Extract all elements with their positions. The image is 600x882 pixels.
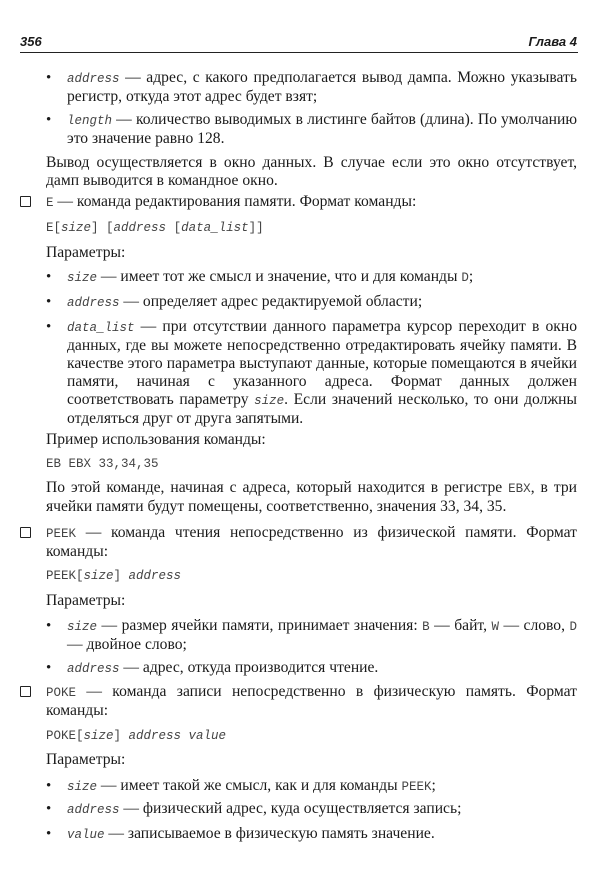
term: address bbox=[67, 72, 120, 86]
desc: — команда редактирования памяти. Формат команды: bbox=[53, 193, 417, 210]
code: B bbox=[422, 620, 430, 634]
checkbox-bullet-icon bbox=[20, 686, 31, 697]
a: address value bbox=[128, 729, 227, 743]
params-heading: Параметры: bbox=[46, 244, 126, 261]
param-value bbox=[67, 825, 577, 844]
desc: — имеет тот же смысл и значение, что и для команды bbox=[97, 268, 462, 285]
desc: — определяет адрес редактируемой области; bbox=[119, 293, 423, 310]
a: address bbox=[113, 221, 167, 235]
code-poke-format bbox=[46, 726, 577, 745]
param-address bbox=[67, 800, 577, 819]
desc: — количество выводимых в листинге байтов (длина). По умолчанию это значение равно 128. bbox=[67, 111, 577, 147]
header-rule bbox=[20, 52, 578, 53]
bullet-icon: • bbox=[46, 112, 52, 128]
a: size bbox=[83, 729, 114, 743]
term: address bbox=[67, 803, 120, 817]
command-peek bbox=[46, 524, 577, 561]
c: E[ bbox=[46, 221, 62, 235]
c: [ bbox=[166, 221, 182, 235]
paragraph-output: Вывод осуществляется в окно данных. В случае если это окно отсутствует, дамп выводится в командное окно. bbox=[46, 154, 577, 189]
code: PEEK bbox=[401, 780, 432, 794]
text: , в три ячейки памяти будут помещены, соответственно, значения 33, 34, 35. bbox=[46, 479, 577, 515]
term: size bbox=[67, 271, 98, 285]
code-example: EB EBX 33,34,35 bbox=[46, 457, 159, 471]
code-peek-format bbox=[46, 566, 577, 585]
param-size bbox=[67, 777, 577, 796]
term: data_list bbox=[67, 321, 135, 335]
param-address bbox=[67, 293, 577, 312]
desc: — имеет такой же смысл, как и для команды bbox=[97, 777, 402, 794]
term: size bbox=[67, 780, 98, 794]
bullet-icon: • bbox=[46, 618, 52, 634]
a: address bbox=[128, 569, 182, 583]
desc: — команда чтения непосредственно из физической памяти. Формат команды: bbox=[46, 524, 577, 560]
command-e bbox=[46, 193, 577, 212]
bullet-icon: • bbox=[46, 294, 52, 310]
bullet-icon: • bbox=[46, 826, 52, 842]
term: length bbox=[67, 114, 113, 128]
example-label: Пример использования команды: bbox=[46, 431, 266, 448]
desc: — байт, bbox=[429, 617, 492, 634]
a: data_list bbox=[181, 221, 249, 235]
text: По этой команде, начиная с адреса, который находится в регистре bbox=[46, 479, 509, 496]
bullet-icon: • bbox=[46, 70, 52, 86]
term: size bbox=[254, 394, 285, 408]
code: W bbox=[491, 620, 499, 634]
page-number: 356 bbox=[20, 34, 42, 49]
desc: — команда записи непосредственно в физическую память. Формат команды: bbox=[46, 683, 577, 719]
bullet-icon: • bbox=[46, 269, 52, 285]
desc: — двойное слово; bbox=[67, 636, 187, 653]
paragraph-example bbox=[46, 479, 577, 516]
param-size bbox=[67, 617, 577, 654]
term: value bbox=[67, 828, 105, 842]
desc: — адрес, откуда производится чтение. bbox=[119, 659, 379, 676]
checkbox-bullet-icon bbox=[20, 196, 31, 207]
desc: — при отсутствии данного параметра курсор переходит в окно данных, где вы можете непосредственно отредактировать ячейку памяти. В качестве этого параметра выступают данные, которые помещаются в ячейки памяти, начиная с указанного адреса. Формат данных должен соответствовать параметру bbox=[67, 318, 577, 408]
cmd: E bbox=[46, 196, 54, 210]
c: POKE[ bbox=[46, 729, 84, 743]
end: ; bbox=[468, 268, 474, 285]
params-heading: Параметры: bbox=[46, 592, 126, 609]
end: ; bbox=[431, 777, 436, 794]
code: D bbox=[461, 271, 469, 285]
command-poke bbox=[46, 683, 577, 720]
param-data-list bbox=[67, 318, 577, 428]
bullet-icon: • bbox=[46, 660, 52, 676]
code: D bbox=[569, 620, 577, 634]
checkbox-bullet-icon bbox=[20, 527, 31, 538]
desc: — записываемое в физическую память значение. bbox=[104, 825, 435, 842]
params-heading: Параметры: bbox=[46, 751, 126, 768]
c: ] bbox=[113, 569, 129, 583]
c: ] bbox=[113, 729, 129, 743]
param-address bbox=[67, 659, 577, 678]
c: PEEK[ bbox=[46, 569, 84, 583]
desc: . Если значений несколько, то они должны отделяться друг от друга запятыми. bbox=[67, 391, 577, 427]
code-e-format bbox=[46, 218, 577, 237]
param-address-dump bbox=[67, 69, 577, 106]
param-size bbox=[67, 268, 577, 287]
a: size bbox=[61, 221, 92, 235]
term: address bbox=[67, 662, 120, 676]
term: size bbox=[67, 620, 98, 634]
c: ]] bbox=[248, 221, 264, 235]
bullet-icon: • bbox=[46, 778, 52, 794]
bullet-icon: • bbox=[46, 801, 52, 817]
desc: — физический адрес, куда осуществляется запись; bbox=[119, 800, 462, 817]
chapter-title: Глава 4 bbox=[528, 34, 577, 49]
desc: — размер ячейки памяти, принимает значения: bbox=[97, 617, 423, 634]
code: EBX bbox=[508, 482, 531, 496]
desc: — слово, bbox=[498, 617, 570, 634]
term: address bbox=[67, 296, 120, 310]
desc: — адрес, с какого предполагается вывод дампа. Можно указывать регистр, откуда этот адрес будет взят; bbox=[67, 69, 577, 105]
bullet-icon: • bbox=[46, 319, 52, 335]
c: ] [ bbox=[91, 221, 114, 235]
param-length bbox=[67, 111, 577, 148]
cmd: POKE bbox=[46, 686, 77, 700]
cmd: PEEK bbox=[46, 527, 77, 541]
a: size bbox=[83, 569, 114, 583]
